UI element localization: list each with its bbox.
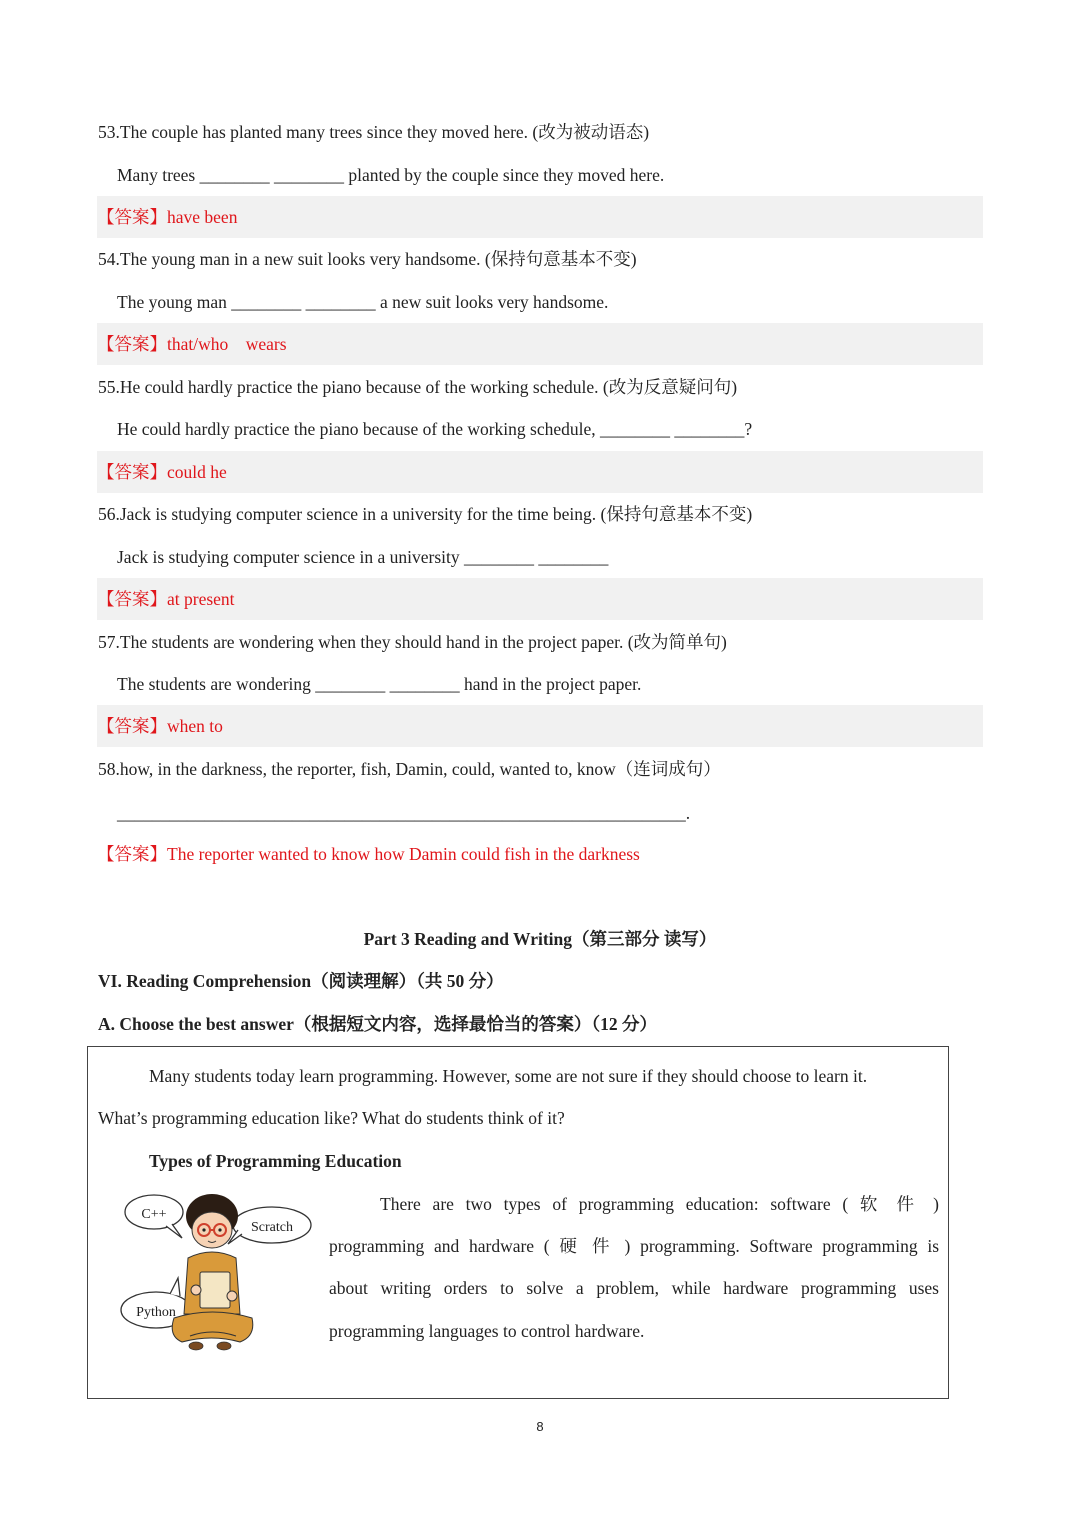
question-57-prompt: 57.The students are wondering when they should hand in the project paper. (改为简单句) [98,632,727,652]
question-53-answer: 【答案】have been [97,196,983,238]
question-54-prompt: 54.The young man in a new suit looks very handsome. (保持句意基本不变) [98,249,637,269]
passage-body-line-1: There are two types of programming education: software ( 软 件 ) [380,1194,939,1214]
passage-body-line-3: about writing orders to solve a problem, while hardware programming uses [329,1278,939,1298]
question-55-prompt: 55.He could hardly practice the piano because of the working schedule. (改为反意疑问句) [98,377,738,397]
question-53-sentence: Many trees ________ ________ planted by the couple since they moved here. [117,165,665,185]
passage-intro-line-1: Many students today learn programming. However, some are not sure if they should choose to learn it. [149,1066,868,1086]
question-55-sentence: He could hardly practice the piano because of the working schedule, ________ ________? [117,419,753,439]
section-title: VI. Reading Comprehension（阅读理解）（共 50 分） [98,971,504,991]
bubble-cpp [125,1195,183,1238]
question-54-sentence: The young man ________ ________ a new suit looks very handsome. [117,292,609,312]
question-58-sentence: _________________________________________________________________. [117,803,691,823]
question-56-sentence: Jack is studying computer science in a university ________ ________ [117,547,609,567]
subsection-title: A. Choose the best answer（根据短文内容，选择最恰当的答案）（12 分） [98,1014,658,1034]
question-53-prompt: 53.The couple has planted many trees since they moved here. (改为被动语态) [98,122,650,142]
question-57-sentence: The students are wondering ________ ________ hand in the project paper. [117,674,642,694]
passage-heading: Types of Programming Education [149,1151,402,1171]
passage-body-line-4: programming languages to control hardware. [329,1321,645,1341]
bubble-cpp-label: C++ [141,1207,167,1222]
question-58-prompt: 58.how, in the darkness, the reporter, fish, Damin, could, wanted to, know（连词成句） [98,759,721,779]
question-56-answer: 【答案】at present [97,578,983,620]
question-54-answer: 【答案】that/who wears [97,323,983,365]
bubble-scratch [228,1207,311,1244]
programming-student-illustration [120,1186,320,1371]
bubble-scratch-label: Scratch [251,1220,293,1235]
question-55-answer: 【答案】could he [97,451,983,493]
question-56-prompt: 56.Jack is studying computer science in a university for the time being. (保持句意基本不变) [98,504,753,524]
passage-intro-line-2: What’s programming education like? What do students think of it? [98,1108,565,1128]
question-57-answer: 【答案】when to [97,705,983,747]
question-58-answer: 【答案】The reporter wanted to know how Damin could fish in the darkness [97,844,640,864]
passage-body-line-2: programming and hardware ( 硬 件 ) programming. Software programming is [329,1236,939,1256]
page-number: 8 [536,1419,544,1434]
bubble-python-label: Python [136,1305,176,1320]
part-title: Part 3 Reading and Writing（第三部分 读写） [363,929,717,949]
